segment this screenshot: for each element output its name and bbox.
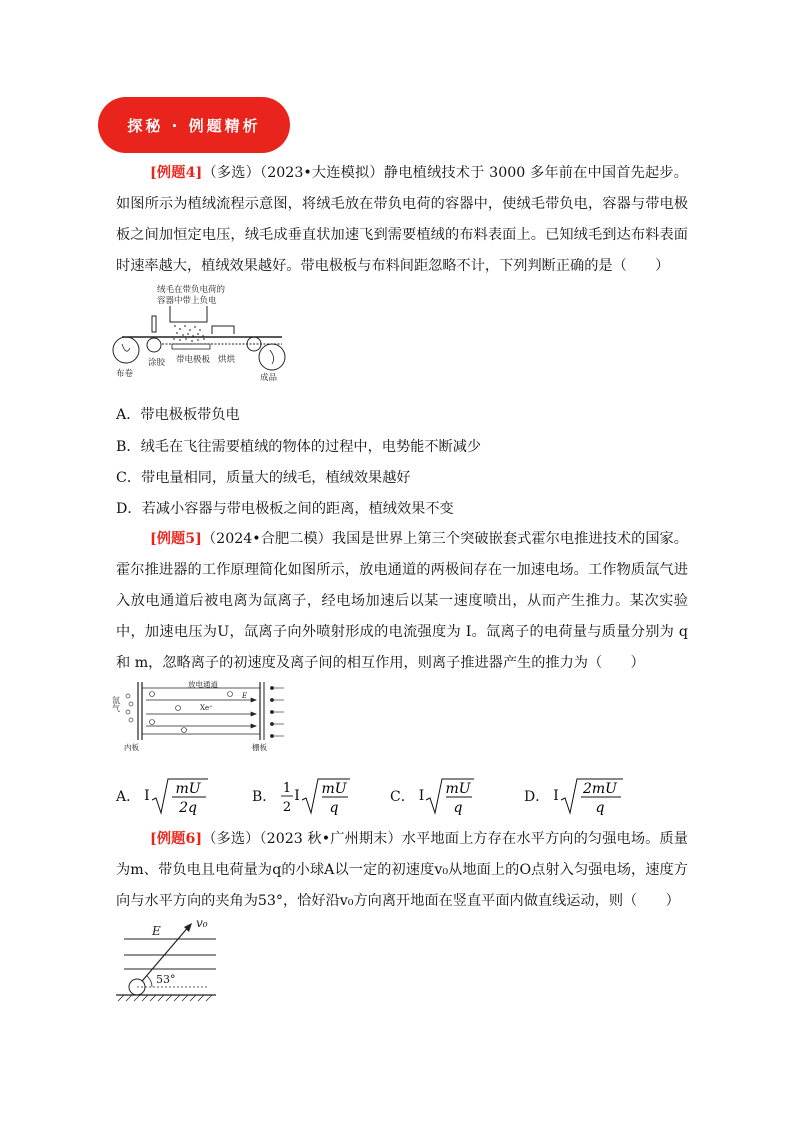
banner-title: 探秘 · 例题精析 bbox=[127, 116, 261, 135]
flocking-process-figure bbox=[112, 282, 307, 382]
cloth-roll bbox=[113, 337, 139, 363]
field-label: E bbox=[242, 692, 248, 700]
product-roll bbox=[259, 344, 285, 370]
question-6-text: （多选）（2023 秋•广州期末）水平地面上方存在水平方向的匀强电场。质量为m、带负电且电荷量为q的小球A以一定的初速度v₀从地面上的O点射入匀强电场，速度方向与水平方向的夹角为53°，恰好沿v₀方向离开地面在竖直平面内做直线运动，则（ ） bbox=[116, 831, 688, 909]
choice-d-prefix: I bbox=[553, 788, 559, 804]
choice-a-numerator: mU bbox=[175, 781, 201, 797]
container-shape bbox=[170, 306, 207, 322]
product-label: 成品 bbox=[260, 373, 278, 382]
q5-choice-d bbox=[524, 776, 625, 816]
hall-thruster-figure bbox=[112, 678, 297, 754]
fluff-particles bbox=[173, 325, 205, 342]
choice-b-numerator: mU bbox=[321, 781, 347, 797]
projectile-field-figure bbox=[112, 915, 222, 1007]
dry-label: 烘烘 bbox=[218, 355, 236, 365]
container-label-1: 绒毛在带负电荷的 bbox=[157, 285, 226, 295]
question-4 bbox=[116, 158, 688, 282]
question-5-text: （2024•合肥二模）我国是世界上第三个突破嵌套式霍尔电推进技术的国家。霍尔推进器的工作原理简化如图所示，放电通道的两极间存在一加速电场。工作物质氙气进入放电通道后被电离为氙离子，经电场加速后以某一速度喷出，从而产生推力。某次实验中，加速电压为U，氙离子向外喷射形成的电流强度为 I。氙离子的电荷量与质量分别为 q 和 m，忽略离子的初速度及离子间的相互作用，则离子推进器产生的推力为（ ） bbox=[116, 531, 688, 671]
cloth-roll-label: 布卷 bbox=[116, 369, 134, 379]
angle-label: 53° bbox=[156, 973, 176, 986]
choice-a-prefix: I bbox=[144, 788, 150, 804]
q4-option-b: B．绒毛在飞往需要植绒的物体的过程中，电势能不断减少 bbox=[116, 439, 482, 455]
choice-c-label: C． bbox=[390, 789, 415, 805]
choice-a-denominator: 2q bbox=[178, 800, 197, 816]
gas-label: 氙气 bbox=[112, 696, 121, 712]
q5-choice-b bbox=[252, 776, 352, 816]
v0-label: v₀ bbox=[196, 916, 208, 930]
field-e-label: E bbox=[152, 924, 161, 938]
q5-choice-a bbox=[116, 776, 210, 816]
container-label-2: 容器中带上负电 bbox=[157, 296, 217, 306]
section-banner bbox=[98, 97, 290, 153]
choice-b-denominator: q bbox=[329, 800, 339, 816]
plate-label: 带电极板 bbox=[176, 355, 211, 365]
question-6-tag: [例题6] bbox=[150, 831, 203, 847]
q5-choice-c bbox=[390, 776, 476, 816]
choice-c-radical bbox=[424, 776, 476, 816]
svg-text:2: 2 bbox=[283, 800, 292, 815]
choice-d-radical bbox=[559, 776, 625, 816]
question-6 bbox=[116, 824, 688, 917]
glue-label: 涂胶 bbox=[148, 358, 166, 368]
ground-hatch bbox=[118, 995, 212, 1001]
svg-text:1: 1 bbox=[283, 781, 292, 796]
inner-plate-label: 内板 bbox=[124, 743, 139, 752]
choice-d-denominator: q bbox=[595, 800, 605, 816]
q4-option-a: A．带电极板带负电 bbox=[116, 407, 240, 423]
choice-a-label: A． bbox=[116, 789, 141, 805]
ion-label: Xe⁺ bbox=[200, 704, 213, 712]
choice-c-numerator: mU bbox=[445, 781, 471, 797]
choice-c-prefix: I bbox=[418, 788, 425, 804]
question-4-tag: [例题4] bbox=[150, 165, 203, 181]
choice-b-coefficient bbox=[280, 776, 294, 816]
channel-label: 放电通道 bbox=[188, 680, 218, 689]
question-5-tag: [例题5] bbox=[150, 531, 202, 547]
choice-b-prefix: I bbox=[294, 788, 300, 804]
question-5 bbox=[116, 524, 688, 679]
choice-c-denominator: q bbox=[453, 800, 463, 816]
q4-option-c: C．带电量相同，质量大的绒毛，植绒效果越好 bbox=[116, 470, 411, 486]
choice-a-radical bbox=[150, 776, 210, 816]
outer-plate-label: 栅板 bbox=[252, 743, 267, 752]
choice-d-numerator: 2mU bbox=[582, 781, 617, 797]
question-4-text: （多选）（2023•大连模拟）静电植绒技术于 3000 多年前在中国首先起步。如图所示为植绒流程示意图，将绒毛放在带负电荷的容器中，使绒毛带负电，容器与带电极板之间加恒定电压，绒毛成垂直状加速飞到需要植绒的布料表面上。已知绒毛到达布料表面时速率越大，植绒效果越好。带电极板与布料间距忽略不计，下列判断正确的是（ ） bbox=[116, 165, 688, 274]
choice-d-label: D． bbox=[524, 789, 550, 805]
choice-b-label: B． bbox=[252, 789, 277, 805]
q4-option-d: D．若减小容器与带电极板之间的距离，植绒效果不变 bbox=[116, 501, 454, 517]
choice-b-radical bbox=[300, 776, 352, 816]
